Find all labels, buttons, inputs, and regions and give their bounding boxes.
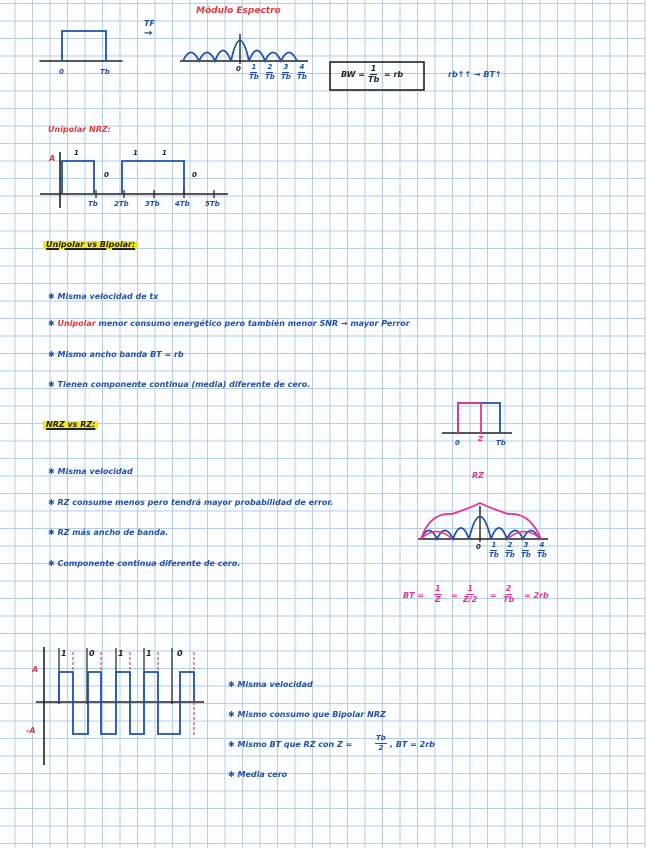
- unipolar-axis-tb: Tb: [88, 200, 98, 208]
- pulse-label-tb: Tb: [496, 439, 506, 447]
- bipolar-bit-5: 0: [177, 649, 183, 658]
- bipolar-item-2: ✱ Mismo consumo que Bipolar NRZ: [228, 710, 386, 719]
- nrz-rz-item-1: ✱ Misma velocidad: [48, 467, 133, 476]
- bipolar-item-3: ✱ Media cero: [228, 770, 288, 779]
- unipolar-bit-1: 1: [74, 149, 79, 157]
- bt-frac-2: $\frac{1}{Z/2}$: [463, 584, 478, 604]
- bipolar-level-a: A: [32, 665, 39, 674]
- bw-fraction: $\frac{1}{Tb}$: [368, 64, 380, 84]
- unipolar-axis-4tb: 4Tb: [175, 200, 190, 208]
- bipolar-bit-1: 1: [61, 649, 67, 658]
- unipolar-bit-5: 0: [192, 171, 197, 179]
- unipolar-bit-2: 0: [104, 171, 109, 179]
- bipolar-item-1: ✱ Misma velocidad: [228, 680, 313, 689]
- nrz-rz-item-2: ✱ RZ consume menos pero tendrá mayor probabilidad de error.: [48, 498, 334, 507]
- freq-tick-1: $\frac{1}{Tb}$: [249, 63, 259, 81]
- tf-arrow: →: [144, 28, 153, 39]
- bt-rhs: = 2rb: [524, 591, 549, 600]
- pulse-label-zero: 0: [455, 439, 460, 447]
- bw-rhs: = rb: [384, 70, 404, 79]
- bipolar-bt-fraction: $\frac{Tb}{2}$: [376, 734, 386, 752]
- bipolar-bit-4: 1: [146, 649, 152, 658]
- rz-label: RZ: [472, 471, 484, 480]
- axis-tb-label: Tb: [100, 68, 110, 76]
- rect-pulse-drawing: [40, 31, 122, 61]
- freq-zero-label: 0: [236, 65, 241, 73]
- bt-frac-1: $\frac{1}{Z}$: [434, 584, 441, 604]
- nrz-rz-item-3: ✱ RZ más ancho de banda.: [48, 528, 169, 537]
- freq-tick-3: $\frac{3}{Tb}$: [281, 63, 291, 81]
- bt-lhs: BT =: [403, 591, 425, 600]
- unipolar-axis-5tb: 5Tb: [205, 200, 220, 208]
- nrz-rz-pulse-drawing: [442, 403, 512, 433]
- unipolar-axis-3tb: 3Tb: [145, 200, 160, 208]
- unipolar-bit-4: 1: [162, 149, 167, 157]
- unipolar-vs-bipolar-heading: Unipolar vs Bipolar:: [43, 241, 138, 249]
- rz-freq-tick-2: $\frac{2}{Tb}$: [505, 541, 515, 559]
- bw-lhs: BW =: [341, 70, 365, 79]
- nrz-vs-rz-heading: NRZ vs RZ:: [43, 421, 98, 429]
- bipolar-waveform-drawing: [36, 647, 204, 765]
- bt-eq-1: =: [451, 591, 458, 600]
- bipolar-bt-suffix: , BT = 2rb: [390, 740, 435, 749]
- sinc-spectrum-drawing: [180, 34, 308, 64]
- rz-freq-zero: 0: [476, 543, 481, 551]
- uvb-item-1: ✱ Misma velocidad de tx: [48, 292, 159, 301]
- uvb-item-4: ✱ Tienen componente continua (media) diferente de cero.: [48, 380, 311, 389]
- uvb-item-3: ✱ Mismo ancho banda BT = rb: [48, 350, 184, 359]
- rz-freq-tick-1: $\frac{1}{Tb}$: [489, 541, 499, 559]
- pulse-label-z: Z: [478, 435, 484, 443]
- bipolar-bit-2: 0: [89, 649, 95, 658]
- unipolar-axis-2tb: 2Tb: [114, 200, 129, 208]
- bt-eq-2: =: [490, 591, 497, 600]
- nrz-rz-item-4: ✱ Componente continua diferente de cero.: [48, 559, 241, 568]
- rz-freq-tick-4: $\frac{4}{Tb}$: [537, 541, 547, 559]
- unipolar-level-a: A: [49, 154, 56, 163]
- unipolar-bit-3: 1: [133, 149, 138, 157]
- bipolar-bit-3: 1: [118, 649, 124, 658]
- tf-label: TF: [144, 19, 155, 28]
- unipolar-nrz-heading: Unipolar NRZ:: [48, 125, 111, 134]
- freq-tick-4: $\frac{4}{Tb}$: [297, 63, 307, 81]
- bipolar-level-neg-a: -A: [26, 726, 36, 735]
- axis-zero-label: 0: [59, 68, 64, 76]
- bipolar-bt-prefix: ✱ Mismo BT que RZ con Z =: [228, 740, 353, 749]
- rb-note: rb↑↑ → BT↑: [448, 70, 502, 79]
- freq-tick-2: $\frac{2}{Tb}$: [265, 63, 275, 81]
- bt-frac-3: $\frac{2}{Tb}$: [503, 584, 515, 604]
- rz-spectrum-drawing: [418, 503, 548, 542]
- uvb-item-2: ✱ Unipolar menor consumo energético pero también menor SNR → mayor Perror: [48, 319, 410, 328]
- unipolar-highlight-word: Unipolar: [57, 319, 96, 328]
- rz-freq-tick-3: $\frac{3}{Tb}$: [521, 541, 531, 559]
- unipolar-nrz-drawing: [40, 149, 228, 208]
- page-title: Módulo Espectro: [196, 6, 281, 16]
